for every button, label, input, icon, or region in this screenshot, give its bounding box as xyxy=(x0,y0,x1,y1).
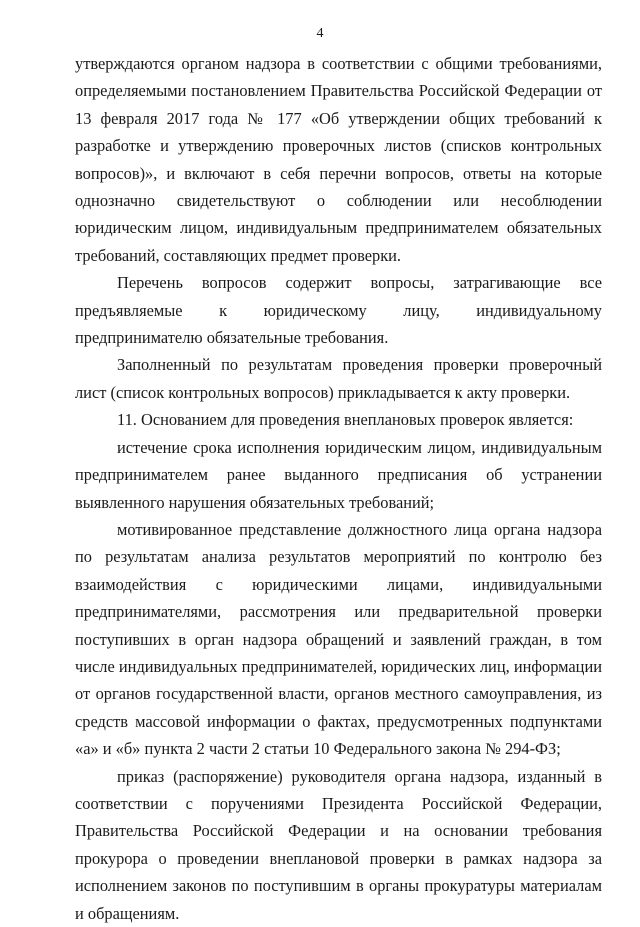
page-number: 4 xyxy=(316,26,324,41)
paragraph-item-11-heading: 11. Основанием для проведения внеплановых проверок является: xyxy=(117,410,574,430)
paragraph-questions-list: Перечень вопросов содержит вопросы, затрагивающие все предъявляемые к юридическому лицу, индивидуальному предпринимателю обязательные требования. xyxy=(75,273,602,348)
paragraph-completed-checklist: Заполненный по результатам проведения проверки проверочный лист (список контрольных вопросов) прикладывается к акту проверки. xyxy=(75,355,602,402)
document-body xyxy=(75,50,602,927)
paragraph-checklist-approval: утверждаются органом надзора в соответствии с общими требованиями, определяемыми постановлением Правительства Российской Федерации от 13 февраля 2017 года № 177 «Об утверждении общих требований к разработке и утверждению проверочных листов (списков контрольных вопросов)», и включают в себя перечни вопросов, ответы на которые однозначно свидетельствуют о соблюдении или несоблюдении юридическим лицом, индивидуальным предпринимателем обязательных требований, составляющих предмет проверки. xyxy=(75,54,602,265)
paragraph-motivated-submission: мотивированное представление должностного лица органа надзора по результатам анализа результатов мероприятий по контролю без взаимодействия с юридическими лицами, индивидуальными предпринимателями, рассмотрения или предварительной проверки поступивших в орган надзора обращений и заявлений граждан, в том числе индивидуальных предпринимателей, юридических лиц, информации от органов государственной власти, органов местного самоуправления, из средств массовой информации о фактах, предусмотренных подпунктами «а» и «б» пункта 2 части 2 статьи 10 Федерального закона № 294-ФЗ; xyxy=(75,519,602,759)
paragraph-supervisor-order: приказ (распоряжение) руководителя органа надзора, изданный в соответствии с поручениями Президента Российской Федерации, Правительства Российской Федерации и на основании требования прокурора о проведении внеплановой проверки в рамках надзора за исполнением законов по поступившим в органы прокуратуры материалам и обращениям. xyxy=(75,766,602,923)
paragraph-deadline-expiry: истечение срока исполнения юридическим лицом, индивидуальным предпринимателем ранее выданного предписания об устранении выявленного нарушения обязательных требований; xyxy=(75,437,602,512)
